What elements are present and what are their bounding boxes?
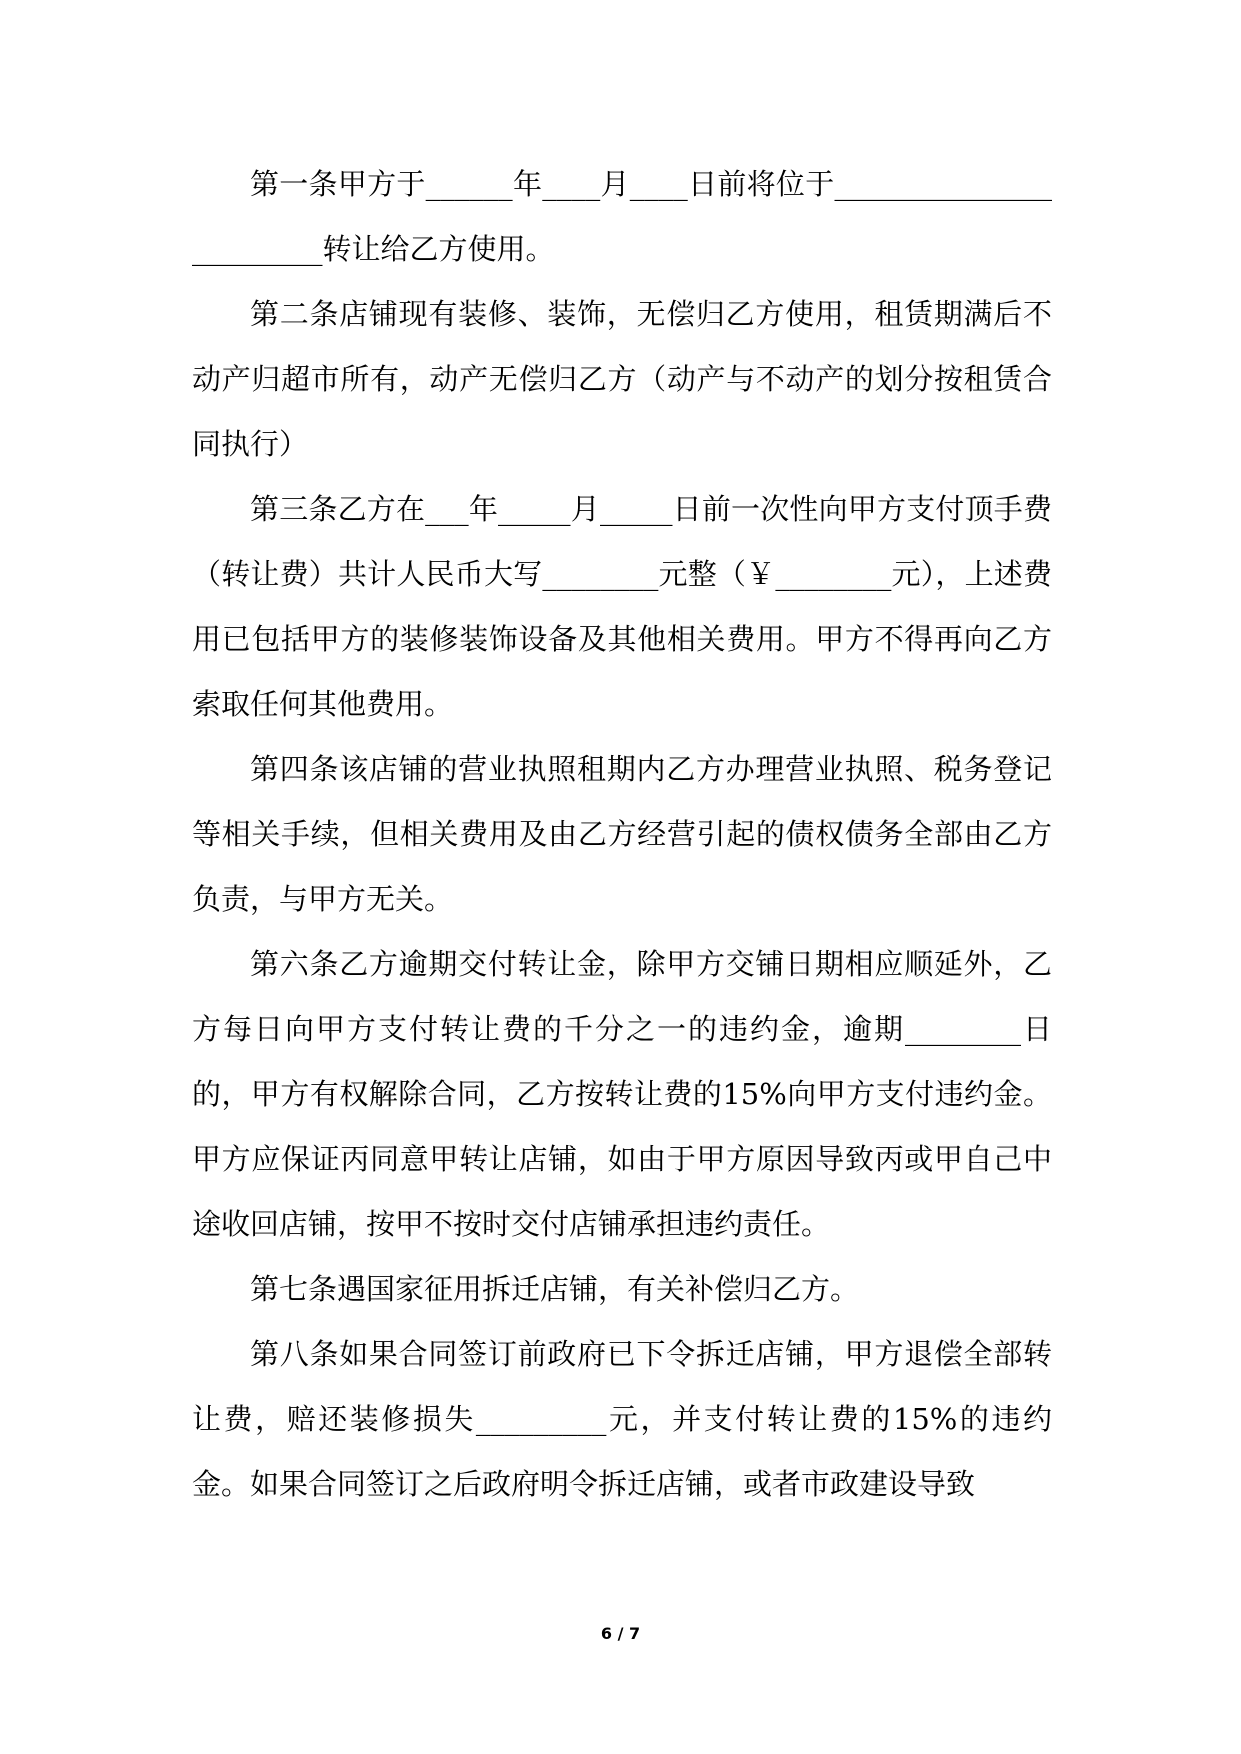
page-number: 6 / 7: [600, 1624, 641, 1643]
clause-1: 第一条甲方于______年____月____日前将位于________________________转让给乙方使用。: [192, 167, 1052, 266]
clause-2: 第二条店铺现有装修、装饰，无偿归乙方使用，租赁期满后不动产归超市所有，动产无偿归乙方（动产与不动产的划分按租赁合同执行）: [192, 297, 1052, 461]
clause-3: 第三条乙方在___年_____月_____日前一次性向甲方支付顶手费（转让费）共计人民币大写________元整（￥________元），上述费用已包括甲方的装修装饰设备及其他相关费用。甲方不得再向乙方索取任何其他费用。: [192, 492, 1052, 721]
clause-7: 第七条遇国家征用拆迁店铺，有关补偿归乙方。: [250, 1272, 860, 1306]
clause-6: 第六条乙方逾期交付转让金，除甲方交铺日期相应顺延外，乙方每日向甲方支付转让费的千分之一的违约金，逾期________日的，甲方有权解除合同，乙方按转让费的15%向甲方支付违约金。甲方应保证丙同意甲转让店铺，如由于甲方原因导致丙或甲自己中途收回店铺，按甲不按时交付店铺承担违约责任。: [192, 947, 1052, 1241]
clause-4: 第四条该店铺的营业执照租期内乙方办理营业执照、税务登记等相关手续，但相关费用及由乙方经营引起的债权债务全部由乙方负责，与甲方无关。: [192, 752, 1052, 916]
clause-8: 第八条如果合同签订前政府已下令拆迁店铺，甲方退偿全部转让费，赔还装修损失_________元，并支付转让费的15%的违约金。如果合同签订之后政府明令拆迁店铺，或者市政建设导致: [192, 1337, 1052, 1501]
document-body: [192, 152, 1052, 1517]
